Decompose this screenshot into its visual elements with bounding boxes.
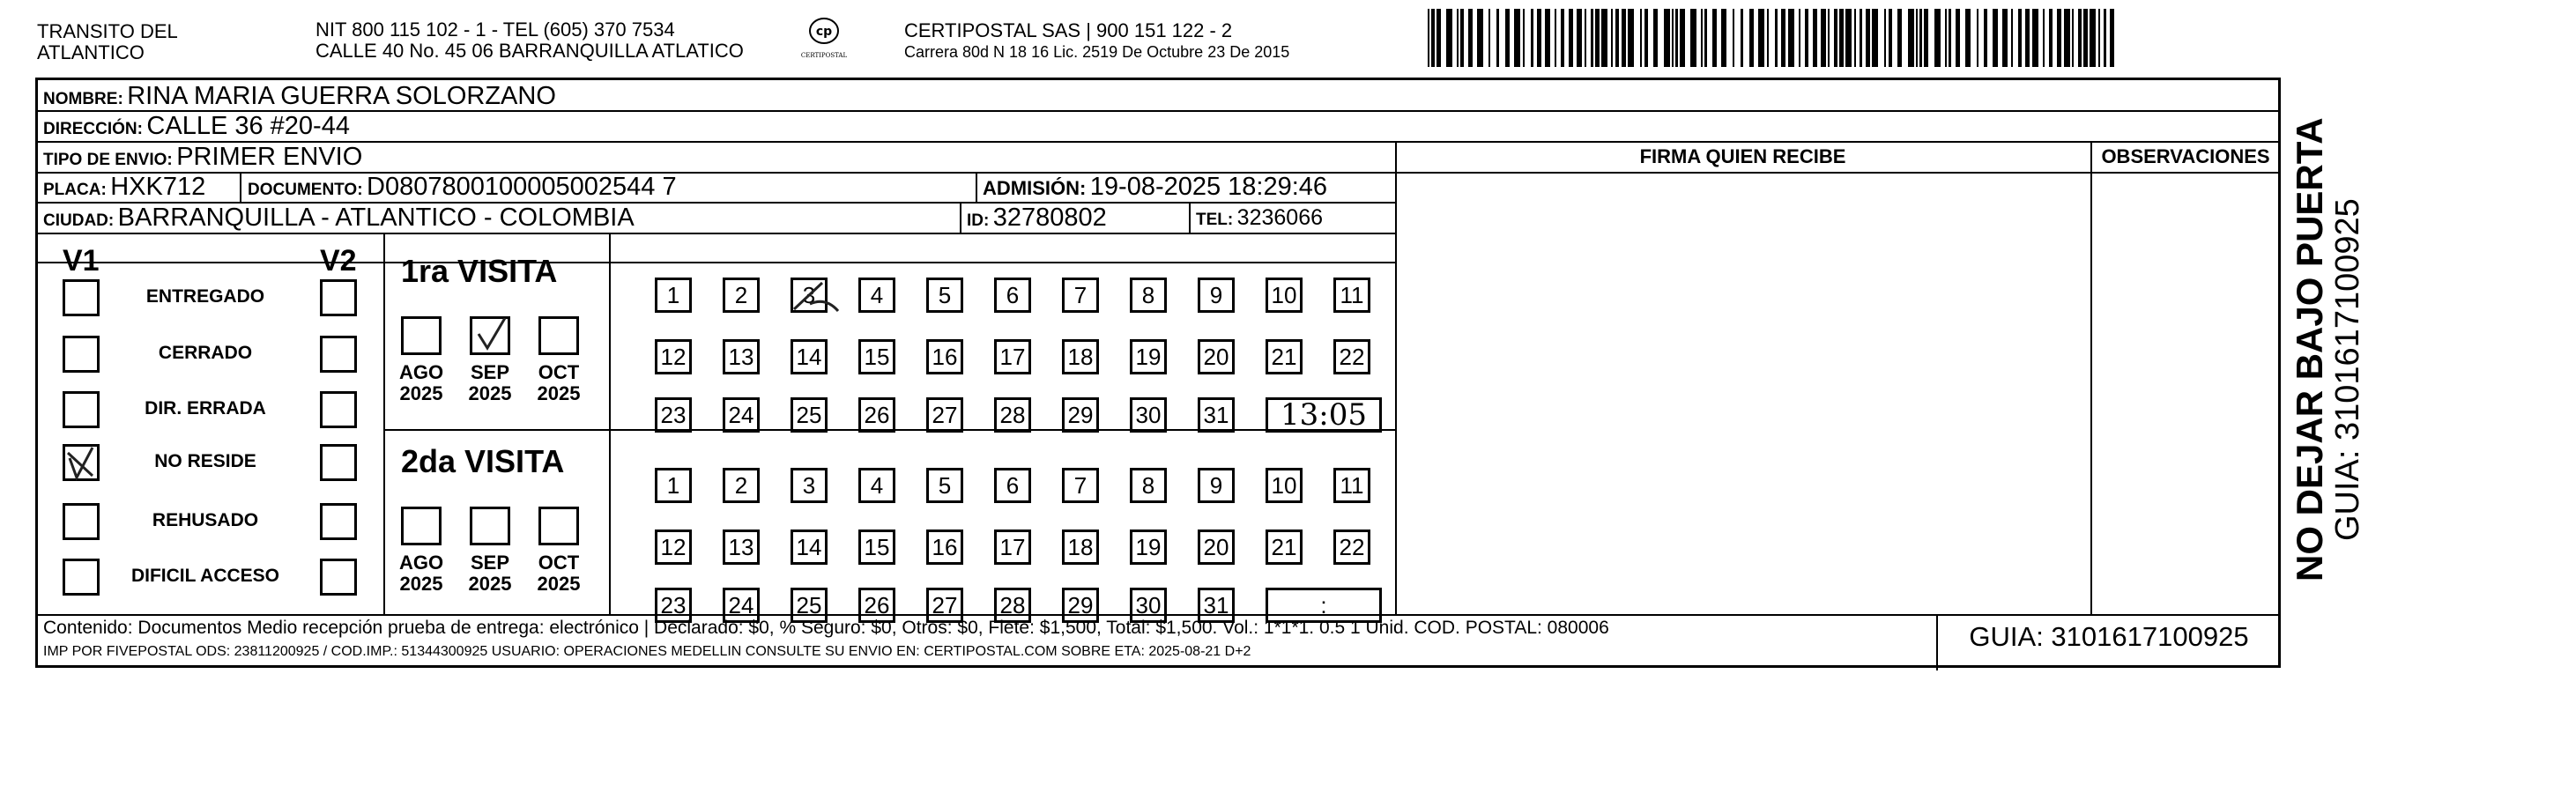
status-label: DIR. ERRADA <box>145 398 266 418</box>
day-box[interactable]: 9 <box>1198 278 1235 313</box>
status-label: REHUSADO <box>152 510 259 530</box>
day-box[interactable]: 31 <box>1198 397 1235 433</box>
day-box[interactable]: 2 <box>723 468 760 503</box>
day-box[interactable]: 5 <box>926 468 963 503</box>
day-box[interactable]: 10 <box>1266 468 1303 503</box>
day-box[interactable]: 8 <box>1130 468 1167 503</box>
month-checkbox[interactable] <box>401 316 442 355</box>
direccion-row: DIRECCIÓN: CALLE 36 #20-44 <box>43 112 350 140</box>
day-box[interactable]: 10 <box>1266 278 1303 313</box>
check-mark-icon <box>63 444 100 481</box>
day-box[interactable]: 19 <box>1130 530 1167 565</box>
company-address: Carrera 80d N 18 16 Lic. 2519 De Octubre 23 De 2015 <box>904 43 1290 61</box>
day-box[interactable]: 19 <box>1130 339 1167 374</box>
footer-contenido: Contenido: Documentos Medio recepción prueba de entrega: electrónico | Declarado: $0, % Seguro: $0, Otros: $0, Flete: $1,500, Total: $1,500. Vol.: 1*1*1. 0.5 1 Unid. COD. POSTAL: 080006 <box>43 618 1609 638</box>
nombre-value: RINA MARIA GUERRA SOLORZANO <box>127 82 556 110</box>
admision-value: 19-08-2025 18:29:46 <box>1089 173 1328 201</box>
day-box[interactable]: 12 <box>655 339 692 374</box>
v2-checkbox[interactable] <box>320 444 357 481</box>
day-box[interactable]: 16 <box>926 339 963 374</box>
org-address: CALLE 40 No. 45 06 BARRANQUILLA ATLATICO <box>316 40 744 62</box>
day-box[interactable]: 14 <box>791 530 828 565</box>
day-box[interactable]: 5 <box>926 278 963 313</box>
day-box[interactable]: 30 <box>1130 397 1167 433</box>
day-box[interactable]: 20 <box>1198 530 1235 565</box>
day-box[interactable]: 7 <box>1062 468 1099 503</box>
day-box[interactable]: 26 <box>858 397 895 433</box>
day-box[interactable]: 7 <box>1062 278 1099 313</box>
month-label: OCT 2025 <box>537 361 581 404</box>
footer-guia: GUIA: 3101617100925 <box>1969 621 2249 652</box>
org-name: TRANSITO DEL ATLANTICO <box>37 20 178 63</box>
tel-value: 3236066 <box>1236 205 1323 230</box>
certipostal-logo: cp CERTIPOSTAL <box>793 16 855 69</box>
ciudad-field: CIUDAD: BARRANQUILLA - ATLANTICO - COLOMBIA <box>43 204 635 232</box>
nit-text: NIT 800 115 102 - 1 - TEL (605) 370 7534 <box>316 19 675 41</box>
day-box[interactable]: 15 <box>858 530 895 565</box>
v1-checkbox[interactable] <box>63 391 100 428</box>
day-box[interactable]: 15 <box>858 339 895 374</box>
day-box[interactable]: 3 <box>791 468 828 503</box>
day-box[interactable]: 21 <box>1266 530 1303 565</box>
v2-checkbox[interactable] <box>320 503 357 540</box>
v1-checkbox[interactable] <box>63 503 100 540</box>
day-box[interactable]: 21 <box>1266 339 1303 374</box>
tel-field: TEL: 3236066 <box>1196 205 1323 230</box>
firma-header: FIRMA QUIEN RECIBE <box>1639 145 1846 167</box>
day-box[interactable]: 26 <box>858 588 895 623</box>
day-box[interactable]: 30 <box>1130 588 1167 623</box>
footer-imp: IMP POR FIVEPOSTAL ODS: 23811200925 / COD.IMP.: 51344300925 USUARIO: OPERACIONES MEDELLIN CONSULTE SU ENVIO EN: CERTIPOSTAL.COM SOBRE ETA: 2025-08-21 D+2 <box>43 644 1251 659</box>
day-box[interactable]: 22 <box>1333 530 1370 565</box>
day-box[interactable]: 24 <box>723 588 760 623</box>
direccion-value: CALLE 36 #20-44 <box>146 112 350 140</box>
day-box[interactable]: 29 <box>1062 397 1099 433</box>
day-box[interactable]: 11 <box>1333 468 1370 503</box>
day-box[interactable]: 27 <box>926 588 963 623</box>
day-box[interactable]: 20 <box>1198 339 1235 374</box>
v2-header: V2 <box>320 244 357 278</box>
month-label: AGO 2025 <box>398 552 444 595</box>
tipo-envio-value: PRIMER ENVIO <box>176 143 363 171</box>
time-box[interactable]: 13:05 <box>1266 397 1382 433</box>
month-label: OCT 2025 <box>537 552 581 595</box>
barcode <box>1428 9 2115 67</box>
day-box[interactable]: 11 <box>1333 278 1370 313</box>
day-box[interactable]: 18 <box>1062 530 1099 565</box>
day-box[interactable]: 18 <box>1062 339 1099 374</box>
v1-checkbox[interactable] <box>63 336 100 373</box>
day-box[interactable]: 3 <box>791 278 828 313</box>
day-box[interactable]: 23 <box>655 397 692 433</box>
month-checkbox[interactable] <box>401 507 442 545</box>
status-label: NO RESIDE <box>154 451 256 471</box>
status-label: CERRADO <box>158 343 253 363</box>
observaciones-header: OBSERVACIONES <box>2101 145 2270 167</box>
placa-field: PLACA: HXK712 <box>43 173 206 201</box>
day-box[interactable]: 2 <box>723 278 760 313</box>
month-label: SEP 2025 <box>468 361 512 404</box>
visit1-title: 1ra VISITA <box>401 253 558 289</box>
day-box[interactable]: 17 <box>994 530 1031 565</box>
v1-checkbox[interactable] <box>63 559 100 596</box>
day-box[interactable]: 22 <box>1333 339 1370 374</box>
day-box[interactable]: 31 <box>1198 588 1235 623</box>
day-box[interactable]: 16 <box>926 530 963 565</box>
month-checkbox[interactable] <box>538 507 579 545</box>
company-name: CERTIPOSTAL SAS | 900 151 122 - 2 <box>904 19 1233 41</box>
status-label: ENTREGADO <box>145 286 265 307</box>
month-label: SEP 2025 <box>468 552 512 595</box>
day-box[interactable]: 27 <box>926 397 963 433</box>
v1-checkbox[interactable] <box>63 279 100 316</box>
logo-icon <box>806 16 842 48</box>
org-contact <box>316 19 744 62</box>
day-box[interactable]: 8 <box>1130 278 1167 313</box>
day-box[interactable]: 13 <box>723 339 760 374</box>
ciudad-value: BARRANQUILLA - ATLANTICO - COLOMBIA <box>117 204 635 232</box>
side-warning: NO DEJAR BAJO PUERTA <box>2289 117 2330 581</box>
v2-checkbox[interactable] <box>320 391 357 428</box>
tipo-envio-row: TIPO DE ENVIO: PRIMER ENVIO <box>43 143 363 171</box>
day-box[interactable]: 25 <box>791 397 828 433</box>
delivery-card <box>35 78 2281 668</box>
svg-text:cp: cp <box>815 25 833 39</box>
documento-value: D0807800100005002544 7 <box>367 173 677 201</box>
day-box[interactable]: 29 <box>1062 588 1099 623</box>
side-guia: GUIA: 3101617100925 <box>2329 198 2366 541</box>
day-box[interactable]: 13 <box>723 530 760 565</box>
day-box[interactable]: 1 <box>655 278 692 313</box>
day-box[interactable]: 12 <box>655 530 692 565</box>
day-box[interactable]: 9 <box>1198 468 1235 503</box>
placa-value: HXK712 <box>110 173 206 201</box>
month-label: AGO 2025 <box>398 361 444 404</box>
v1-header: V1 <box>63 244 100 278</box>
day-box[interactable]: 28 <box>994 397 1031 433</box>
id-field: ID: 32780802 <box>967 204 1107 232</box>
nombre-row: NOMBRE: RINA MARIA GUERRA SOLORZANO <box>43 82 556 110</box>
day-box[interactable]: 17 <box>994 339 1031 374</box>
day-box[interactable]: 28 <box>994 588 1031 623</box>
month-checkbox[interactable] <box>538 316 579 355</box>
v2-checkbox[interactable] <box>320 336 357 373</box>
status-label: DIFICIL ACCESO <box>130 566 279 586</box>
month-checkbox[interactable] <box>470 316 510 355</box>
day-box[interactable]: 23 <box>655 588 692 623</box>
admision-field: ADMISIÓN: 19-08-2025 18:29:46 <box>983 173 1328 201</box>
time-box[interactable]: : <box>1266 588 1382 623</box>
day-box[interactable]: 6 <box>994 468 1031 503</box>
check-mark-icon <box>470 316 510 355</box>
v2-checkbox[interactable] <box>320 279 357 316</box>
v2-checkbox[interactable] <box>320 559 357 596</box>
day-box[interactable]: 6 <box>994 278 1031 313</box>
day-box[interactable]: 4 <box>858 278 895 313</box>
id-value: 32780802 <box>992 204 1107 232</box>
month-checkbox[interactable] <box>470 507 510 545</box>
visit2-title: 2da VISITA <box>401 443 565 479</box>
documento-field: DOCUMENTO: D0807800100005002544 7 <box>248 173 677 201</box>
day-box[interactable]: 14 <box>791 339 828 374</box>
company-info <box>904 19 1289 62</box>
v1-checkbox[interactable] <box>63 444 100 481</box>
day-box[interactable]: 1 <box>655 468 692 503</box>
day-box[interactable]: 24 <box>723 397 760 433</box>
day-box[interactable]: 25 <box>791 588 828 623</box>
day-box[interactable]: 4 <box>858 468 895 503</box>
